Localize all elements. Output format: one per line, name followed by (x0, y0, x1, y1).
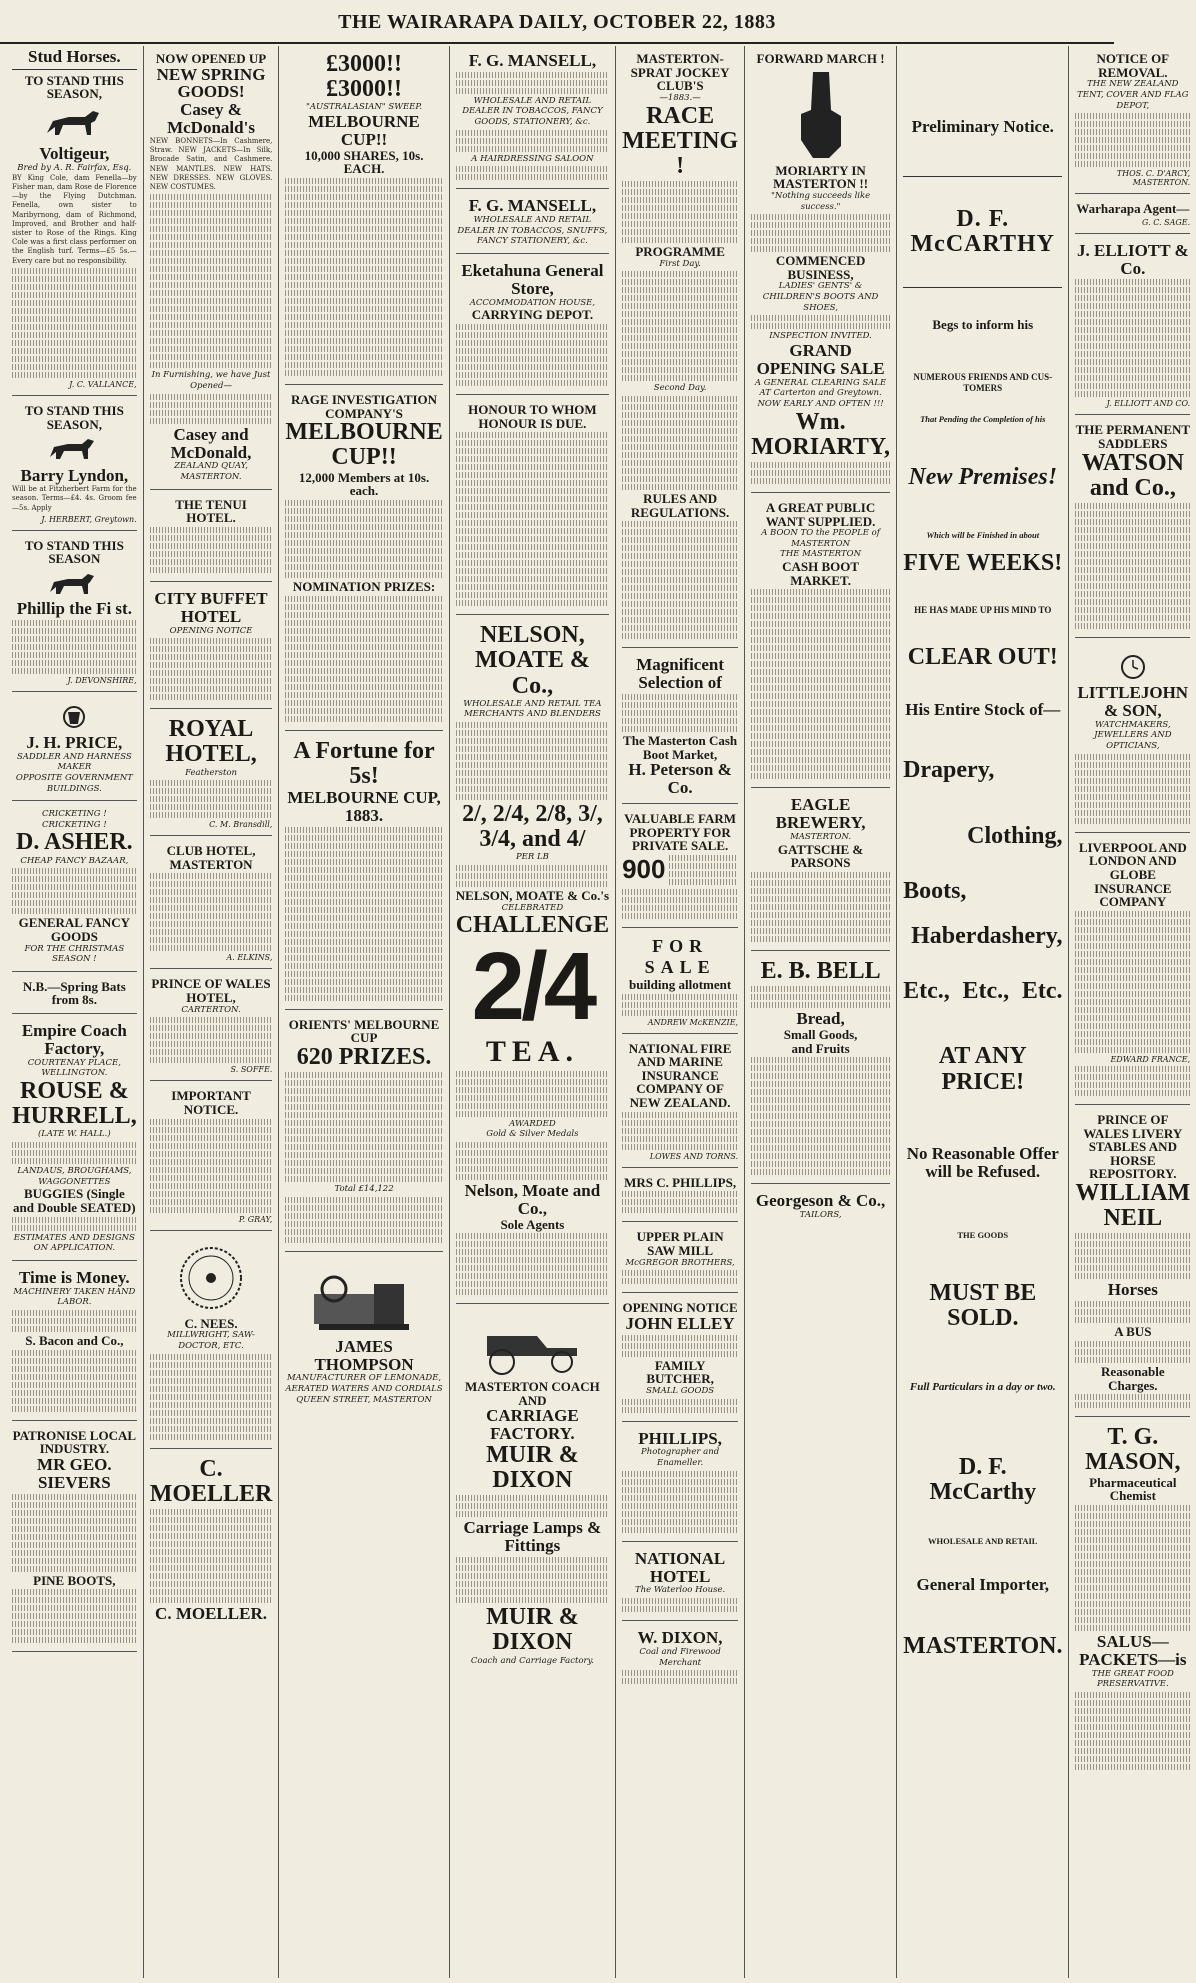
masthead (0, 0, 1114, 44)
ad-nees (150, 1235, 273, 1449)
business-sub: FAMILY BUTCHER, (646, 1357, 714, 1387)
carriage-icon (467, 1316, 597, 1376)
ad-sub: MELBOURNE CUP, 1883. (287, 787, 441, 825)
ad-casey-mcdonald (150, 48, 273, 490)
ad-title: MASTERTON-SPRAT JOCKEY CLUB'S (630, 51, 730, 94)
goods-line: THE GOODS (957, 1230, 1009, 1241)
business-sub: and Fruits (791, 1040, 850, 1056)
ad-muir-dixon (456, 1308, 609, 1672)
ad-title: TO STAND THIS SEASON, (24, 402, 124, 432)
ad-signature: S. SOFFE. (230, 1065, 273, 1075)
ad-elley (622, 1297, 738, 1421)
awarded: AWARDED (509, 1118, 556, 1129)
ad-title: TO STAND THIS SEASON (24, 537, 124, 567)
sold-line: MUST BE SOLD. (929, 1280, 1037, 1332)
ad-title: Magnificent Selection of (636, 655, 725, 693)
importer-line: General Importer, (916, 1575, 1050, 1595)
ad-sub: The Waterloo House. (634, 1585, 726, 1596)
town-line: MASTERTON. (903, 1633, 1063, 1660)
ad-sub: A BOON TO the PEOPLE of MASTERTON (761, 528, 880, 549)
horse-breeder: Bred by A. R. Fairfax, Esq. (17, 162, 132, 173)
ad-title: OPENING NOTICE (622, 1300, 738, 1316)
column-1 (6, 46, 144, 1978)
ad-title: UPPER PLAIN SAW MILL (636, 1229, 724, 1258)
ad-coach-factory (12, 1018, 137, 1261)
ad-title: A GREAT PUBLIC WANT SUPPLIED. (765, 499, 876, 529)
business-sub: Bread, (796, 1009, 845, 1029)
ad-title: NOTICE OF REMOVAL. (1096, 51, 1170, 80)
price-line: AT ANY PRICE! (938, 1043, 1027, 1095)
business-sub: MILLWRIGHT, SAW-DOCTOR, ETC. (167, 1330, 255, 1351)
business-name: E. B. BELL (760, 957, 881, 984)
ad-bell (751, 955, 890, 1184)
ad-signature: C. MOELLER. (155, 1603, 267, 1623)
tea-per: PER LB (515, 852, 549, 863)
sale-title: GRAND OPENING SALE (756, 340, 885, 378)
ad-saw-mill (622, 1226, 738, 1293)
pointing-hand-icon (791, 70, 851, 160)
ad-orients (285, 1014, 442, 1252)
ad-title: £3000!! £3000!! (326, 51, 403, 103)
ad-signature: ANDREW McKENZIE, (647, 1017, 739, 1027)
ad-prince-of-wales (150, 973, 273, 1081)
drapery-line: Drapery, (903, 757, 995, 784)
business-name: ROUSE & HURRELL, (12, 1078, 137, 1130)
ad-removal (1075, 48, 1190, 194)
ad-signature: G. C. SAGE. (1142, 217, 1191, 227)
ad-title: Eketahuna General Store, (461, 261, 604, 298)
day-one: First Day. (659, 258, 701, 269)
business-sub: Photographer and Enameller. (641, 1447, 720, 1469)
ad-eagle-brewery (751, 792, 890, 951)
ad-race-meeting (622, 48, 738, 648)
ad-signature: C. M. Bransdill, (209, 820, 273, 830)
challenge-word: CHALLENGE (455, 912, 610, 939)
business-sub: SALUS—PACKETS—is (1079, 1631, 1187, 1669)
ad-littlejohn (1075, 642, 1190, 833)
business-name: NELSON, MOATE & Co.'s (455, 888, 610, 904)
ad-national-hotel (622, 1546, 738, 1621)
ad-title: CLUB HOTEL, MASTERTON (166, 843, 256, 872)
ad-asher (12, 805, 137, 972)
business-name: T. G. MASON, (1085, 1424, 1181, 1476)
business-sub: CHEAP FANCY BAZAAR, (20, 855, 129, 866)
ad-title: MRS C. PHILLIPS, (624, 1174, 737, 1190)
ad-farm-property (622, 808, 738, 928)
ad-signature: J. DEVONSHIRE, (67, 675, 137, 685)
columns (6, 46, 1191, 1978)
ad-title: NATIONAL FIRE AND MARINE INSURANCE COMPANY OF NEW ZEALAND. (628, 1040, 732, 1111)
ad-title: THE TENUI HOTEL. (175, 496, 247, 526)
ad-name: RACE MEETING ! (622, 102, 739, 179)
sale-now: NOW EARLY AND OFTEN !!! (757, 398, 884, 409)
ad-sub: MELBOURNE CUP!! (308, 112, 420, 149)
ad-phillips-photo (622, 1426, 738, 1542)
ad-signature: J. C. VALLANCE, (69, 379, 137, 389)
horse-name: Voltigeur, (39, 144, 110, 164)
ad-royal-hotel (150, 713, 273, 836)
made-line: HE HAS MADE UP HIS MIND TO (914, 604, 1052, 615)
ad-moeller (150, 1453, 273, 1629)
column-8 (1069, 46, 1196, 1978)
machinery-icon (304, 1264, 424, 1334)
ad-voltigeur (12, 70, 137, 396)
horse-name: Barry Lyndon, (20, 466, 129, 486)
business-sub: A BUS (1114, 1324, 1152, 1340)
ad-title: Time is Money. (19, 1267, 130, 1287)
weeks-line: FIVE WEEKS! (903, 549, 1063, 576)
etc-3: Etc. (1021, 978, 1063, 1005)
business-sub: Coal and Firewood Merchant (639, 1646, 721, 1668)
particulars-line: Full Particulars in a day or two. (909, 1381, 1056, 1394)
acres-number: 900 (622, 854, 666, 885)
business-sub: Coach and Carriage Factory. (470, 1655, 594, 1666)
ad-australasian-sweep (285, 48, 442, 385)
business-name: Casey & McDonald's (167, 100, 255, 138)
business-sub: WATCHMAKERS, JEWELLERS AND OPTICIANS, (1094, 719, 1172, 752)
ad-title: TO STAND THIS SEASON, (24, 72, 124, 102)
business-sub: OPPOSITE GOVERNMENT BUILDINGS. (15, 772, 133, 794)
ad-title: NOW OPENED UP (155, 51, 267, 66)
ad-sub: MELBOURNE CUP!! (285, 419, 443, 471)
business-sub: WHOLESALE AND RETAIL DEALER IN TOBACCOS, FANCY GOODS, STATIONERY, &c. (462, 95, 603, 128)
ad-title: Sole Agents (500, 1216, 565, 1232)
business-sub: ESTIMATES AND DESIGNS ON APPLICATION. (13, 1232, 135, 1254)
ad-honour (456, 399, 609, 615)
coat-of-arms-icon (54, 704, 94, 730)
ad-signature: THOS. C. D'ARCY, MASTERTON. (1116, 169, 1191, 188)
begs-line: Begs to inform his (932, 317, 1034, 333)
column-4 (450, 46, 616, 1978)
ad-national-fire (622, 1038, 738, 1168)
business-sub: MANUFACTURER OF LEMONADE, (286, 1373, 442, 1384)
horse-icon (44, 435, 104, 463)
ad-signature: H. Peterson & Co. (628, 760, 732, 798)
ad-title: EAGLE BREWERY, (775, 795, 866, 833)
ad-title: PRINCE OF WALES LIVERY STABLES AND HORSE REPOSITORY. (1083, 1111, 1183, 1182)
ad-signature: EDWARD FRANCE, (1110, 1054, 1191, 1064)
business-name: WATSON and Co., (1081, 449, 1184, 501)
ad-title: FOR SALE (644, 935, 716, 977)
business-name: S. Bacon and Co., (25, 1332, 124, 1348)
ad-club-hotel (150, 840, 273, 969)
ad-sub: MASTERTON. (790, 832, 852, 843)
ad-elliott (1075, 238, 1190, 416)
business-sub: WHOLESALE AND RETAIL DEALER IN TOBACCOS, SNUFFS, FANCY STATIONERY, &c. (457, 215, 608, 247)
business-name: MORIARTY IN MASTERTON !! (773, 162, 869, 192)
ad-time-money (12, 1265, 137, 1421)
business-sub: Horses (1107, 1280, 1158, 1300)
ad-foot: In Furnishing, we have Just Opened— (151, 370, 271, 392)
ad-city-buffet (150, 586, 273, 709)
day-two: Second Day. (653, 383, 707, 394)
haberdashery-line: Haberdashery, (911, 923, 1063, 950)
horse-name: Phillip the Fi st. (16, 599, 132, 619)
business-sub: (LATE W. HALL.) (37, 1129, 111, 1140)
ad-thompson (285, 1256, 442, 1412)
ad-liverpool-insurance (1075, 837, 1190, 1105)
column-5 (616, 46, 745, 1978)
ad-title: PRINCE OF WALES HOTEL, (151, 976, 271, 1006)
business-name: F. G. MANSELL, (468, 196, 597, 216)
ad-total: Total £14,122 (334, 1184, 394, 1195)
that-line: That Pending the Completion of his (920, 414, 1046, 425)
ad-title: PINE BOOTS, (33, 1572, 116, 1588)
ad-sub: COMMENCED BUSINESS, (775, 253, 866, 282)
cricket-line: CRICKETING ! CRICKETING ! (41, 809, 107, 830)
ad-signature: Wm. MORIARTY, (751, 408, 891, 460)
column-3 (279, 46, 449, 1978)
ad-mansell (456, 48, 609, 189)
business-sub: Reasonable Charges. (1101, 1363, 1165, 1393)
business-sub: QUEEN STREET, MASTERTON (296, 1394, 432, 1405)
challenge-price: 2/4 (471, 932, 594, 1040)
business-name: D. ASHER. (15, 829, 133, 856)
business-name: C. MOELLER (149, 1455, 273, 1507)
clothing-line: Clothing, (967, 822, 1063, 849)
notice-title: Preliminary Notice. (911, 117, 1054, 136)
tea-prices: 2/, 2/4, 2/8, 3/, 3/4, and 4/ (462, 801, 603, 853)
ad-sub: MACHINERY TAKEN HAND LABOR. (13, 1286, 136, 1308)
ad-sub: Featherston (185, 767, 237, 778)
ad-title: N.B.—Spring Bats from 8s. (22, 978, 126, 1008)
business-name: J. H. PRICE, (26, 732, 123, 752)
ad-boot-market (622, 652, 738, 804)
business-sub: LANDAUS, BROUGHAMS, WAGGONETTES (17, 1166, 132, 1187)
ad-title: Empire Coach Factory, (21, 1021, 127, 1058)
column-7 (897, 46, 1069, 1978)
business-sub: Carriage Lamps & Fittings (463, 1518, 602, 1556)
watch-icon (1115, 650, 1151, 680)
ad-sub: INSPECTION INVITED. (769, 331, 872, 342)
ad-warharapa-agent (1075, 198, 1190, 234)
business-sub: FOR THE CHRISTMAS SEASON ! (24, 943, 125, 965)
column-6 (745, 46, 897, 1978)
horse-icon (44, 570, 104, 596)
business-sub: SMALL GOODS (646, 1386, 715, 1397)
ad-sub: LADIES' GENTS' & CHILDREN'S BOOTS AND SHOES, (762, 281, 879, 313)
business-name: MUIR & DIXON (486, 1442, 579, 1494)
ad-title: Warharapa Agent— (1076, 201, 1190, 217)
ad-title: HONOUR TO WHOM HONOUR IS DUE. (468, 402, 597, 431)
ad-price-saddler (12, 696, 137, 801)
business-sub: CARRIAGE FACTORY. (486, 1406, 579, 1444)
ad-year: —1883.— (659, 92, 701, 103)
business-sub: THE GREAT FOOD PRESERVATIVE. (1091, 1668, 1174, 1690)
merchant-name: D. F. McCARTHY (910, 205, 1055, 258)
ad-public-want (751, 497, 890, 788)
ad-sub: NEW SPRING GOODS! (156, 64, 266, 102)
business-name: J. ELLIOTT & Co. (1077, 240, 1189, 278)
ad-signature: Casey and McDonald, (170, 424, 252, 462)
premises-line: New Premises! (908, 463, 1058, 490)
business-name: Georgeson & Co., (755, 1191, 886, 1211)
ad-moriarty (751, 48, 890, 493)
boots-line: Boots, (903, 877, 967, 904)
ad-sub: "AUSTRALASIAN" SWEEP. (306, 102, 423, 113)
business-name: W. DIXON, (637, 1628, 723, 1648)
section-heading: Stud Horses. (12, 48, 137, 70)
saw-blade-icon (176, 1243, 246, 1313)
medals: Gold & Silver Medals (486, 1129, 579, 1140)
ad-sub: COURTENAY PLACE, WELLINGTON. (27, 1057, 121, 1079)
ad-body: Will be at Fitzherbert Farm for the season. Terms—£4. 4s. Groom fee—5s. Apply (12, 485, 137, 512)
horse-icon (39, 105, 109, 141)
business-sub: BUGGIES (Single and Double SEATED) (13, 1186, 136, 1215)
column-2 (144, 46, 280, 1978)
business-sub: TAILORS, (799, 1210, 842, 1221)
ad-sievers (12, 1425, 137, 1653)
ad-sub: CARRYING DEPOT. (471, 307, 594, 323)
ad-sub: NOMINATION PRIZES: (292, 578, 436, 594)
ad-georgeson (751, 1188, 890, 1226)
ad-sub: McGREGOR BROTHERS, (625, 1257, 735, 1268)
business-name: WILLIAM NEIL (1075, 1180, 1191, 1232)
business-name: C. NEES. (184, 1315, 238, 1331)
ad-rage-investigation (285, 389, 442, 731)
stock-line: His Entire Stock of— (905, 699, 1061, 719)
mccarthy-notice (903, 48, 1062, 1659)
business-name: JOHN ELLEY (625, 1313, 735, 1333)
ad-sub: building allotment (628, 976, 732, 992)
ad-sub: OPENING NOTICE (169, 625, 253, 636)
ad-livery-stables (1075, 1109, 1190, 1417)
ad-nelson-moate (456, 619, 609, 1304)
ad-title: CITY BUFFET HOTEL (154, 588, 268, 626)
ad-bats (12, 976, 137, 1014)
business-name: GATTSCHE & PARSONS (777, 841, 864, 871)
ad-signature: J. ELLIOTT AND CO. (1106, 399, 1191, 409)
ad-sub: CASH BOOT MARKET. (782, 559, 860, 588)
tea-word: TEA. (485, 1034, 579, 1068)
refused-line: No Reasonable Offer will be Refused. (906, 1143, 1059, 1181)
ad-body: BY King Cole, dam Fenella—by Fisher man, dam Rose de Florence—by the Flying Dutchman. Fenella, own sister to Maribyrnong, dam of Richmond, Improved, and Brother and half-sister to Rose of the Rings. King Cole was a first class performer on the English turf. Terms—£5 5s.—Every care but no responsibility. (12, 173, 137, 265)
business-sub: CELEBRATED (501, 902, 564, 913)
ad-title: ROYAL HOTEL, (165, 716, 257, 768)
ad-place: ZEALAND QUAY, MASTERTON. (174, 461, 248, 482)
business-name: MASTERTON COACH AND (465, 1379, 600, 1408)
business-name: JAMES THOMPSON (314, 1336, 414, 1374)
ad-body: NEW BONNETS—In Cashmere, Straw. NEW JACKETS—In Silk, Brocade Satin, and Cashmere. NEW MANTLES. NEW HATS. NEW DRESSES. NEW GLOVES. NEW COSTUMES. (149, 137, 273, 192)
business-name: F. G. MANSELL, (468, 51, 597, 70)
business-sub: Small Goods, (783, 1026, 858, 1042)
ad-title: ORIENTS' MELBOURNE CUP (288, 1016, 440, 1046)
wholesale-line: WHOLESALE AND RETAIL (928, 1535, 1038, 1546)
ad-title: VALUABLE FARM PROPERTY FOR PRIVATE SALE. (624, 810, 737, 854)
ad-signature: P. GRAY, (238, 1214, 273, 1224)
ad-signature: A. ELKINS, (226, 953, 273, 963)
ad-fortune (285, 735, 442, 1010)
finished-line: Which will be Finished in about (926, 530, 1040, 541)
business-sub: AERATED WATERS AND CORDIALS (285, 1384, 443, 1395)
ad-sub: CARTERTON. (181, 1004, 241, 1015)
ad-title: THE PERMANENT SADDLERS (1075, 422, 1191, 452)
business-sub: WHOLESALE AND RETAIL TEA MERCHANTS AND BLENDERS (463, 698, 602, 720)
programme: PROGRAMME (635, 244, 725, 260)
business-sub: GENERAL FANCY GOODS (18, 915, 131, 944)
ad-title: NATIONAL HOTEL (634, 1548, 726, 1586)
ad-title: IMPORTANT NOTICE. (171, 1088, 251, 1118)
friends-line: NUMEROUS FRIENDS AND CUS-TOMERS (913, 371, 1053, 394)
ad-title: FORWARD MARCH ! (756, 51, 885, 66)
ad-phillips-mrs (622, 1172, 738, 1223)
ad-important-notice (150, 1085, 273, 1230)
business-name: NELSON, MOATE & Co., (474, 622, 590, 699)
business-name: MR GEO. SIEVERS (37, 1454, 112, 1492)
ad-mason-chemist (1075, 1421, 1190, 1778)
merchant-name-2: D. F. McCarthy (929, 1454, 1037, 1506)
ad-signature: J. HERBERT, Greytown. (41, 514, 137, 524)
ad-mansell-2 (456, 193, 609, 254)
ad-for-sale (622, 932, 738, 1034)
quote: "Nothing succeeds like success." (770, 190, 871, 212)
ad-title: A Fortune for 5s! (293, 737, 435, 789)
business-name: PHILLIPS, (638, 1428, 722, 1448)
ad-eketahuna (456, 258, 609, 395)
business-sub: A HAIRDRESSING SALOON (471, 153, 594, 164)
business-name: Nelson, Moate and Co., (464, 1180, 601, 1218)
ad-sub: 620 PRIZES. (296, 1043, 432, 1070)
clear-line: CLEAR OUT! (907, 644, 1058, 671)
business-name: MUIR & DIXON (486, 1604, 579, 1656)
ad-sub: ACCOMMODATION HOUSE, (469, 297, 596, 308)
ad-sub: THE NEW ZEALAND TENT, COVER AND FLAG DEPOT, (1077, 79, 1189, 111)
ad-filler (12, 268, 137, 378)
etc-1: Etc., (903, 978, 950, 1005)
business-sub: Pharmaceutical Chemist (1089, 1474, 1177, 1504)
ad-signature: LOWES AND TORNS. (649, 1151, 739, 1161)
ad-title: PATRONISE LOCAL INDUSTRY. (12, 1427, 137, 1457)
masthead-title: THE WAIRARAPA DAILY, OCTOBER 22, 1883 (338, 11, 776, 33)
ad-title: RAGE INVESTIGATION COMPANY'S (291, 391, 438, 421)
ad-watson (1075, 419, 1190, 638)
ad-dixon (622, 1625, 738, 1692)
etc-2: Etc., (962, 978, 1010, 1005)
rules: RULES AND REGULATIONS. (630, 491, 730, 520)
business-sub: SADDLER AND HARNESS MAKER (16, 751, 132, 773)
ad-barry-lyndon (12, 400, 137, 531)
ad-phillip (12, 535, 137, 692)
ad-sub: THE MASTERTON (780, 549, 862, 560)
ad-tenui-hotel (150, 494, 273, 582)
ad-sub: The Masterton Cash Boot Market, (623, 732, 738, 762)
sale-sub: A GENERAL CLEARING SALE AT Carterton and Greytown. (754, 377, 887, 399)
ad-sub: 12,000 Members at 10s. each. (298, 469, 430, 499)
business-name: LITTLEJOHN & SON, (1077, 683, 1189, 720)
ad-title: LIVERPOOL AND LONDON AND GLOBE INSURANCE COMPANY (1078, 839, 1187, 910)
ad-sub: 10,000 SHARES, 10s. EACH. (304, 147, 424, 177)
